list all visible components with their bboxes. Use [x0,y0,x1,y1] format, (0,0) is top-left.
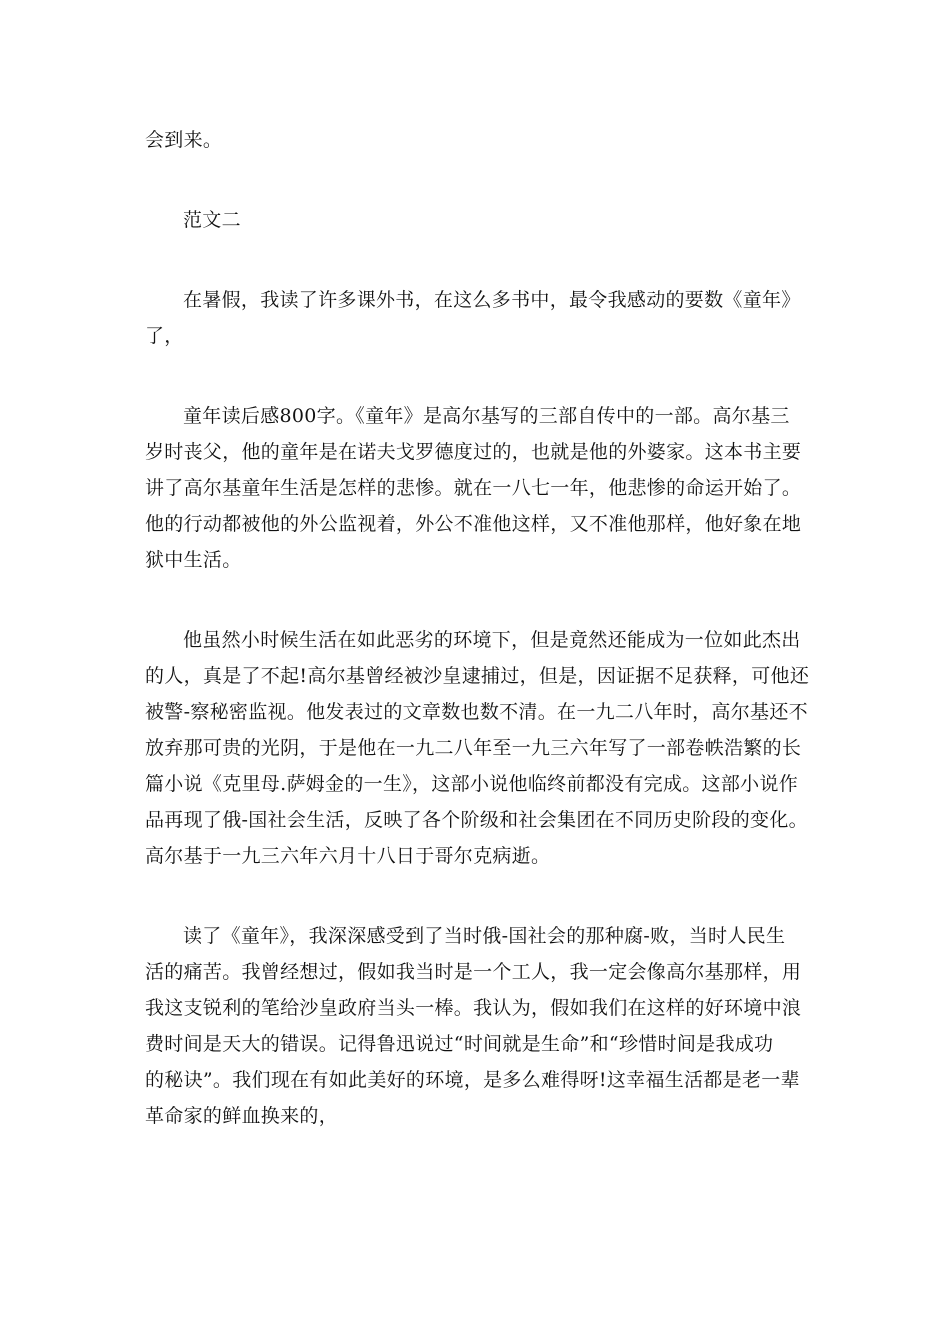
text-line: 的人，真是了不起!高尔基曾经被沙皇逮捕过，但是，因证据不足获释，可他还 [145,665,810,687]
document-body [145,122,810,1134]
text-line: 讲了高尔基童年生活是怎样的悲惨。就在一八七一年，他悲惨的命运开始了。 [145,477,802,499]
text-line: 品再现了俄-国社会生活，反映了各个阶级和社会集团在不同历史阶段的变化。 [145,809,808,831]
paragraph-biography [145,622,810,874]
text-line: 高尔基于一九三六年六月十八日于哥尔克病逝。 [145,845,551,867]
heading-line: 范文二 [183,209,241,231]
text-line: 会到来。 [145,129,223,151]
text-line: 他的行动都被他的外公监视着，外公不准他这样，又不准他那样，他好象在地 [145,513,802,535]
text-line: 岁时丧父，他的童年是在诺夫戈罗德度过的，也就是他的外婆家。这本书主要 [145,441,802,463]
text-line: 的秘诀”。我们现在有如此美好的环境，是多么难得呀!这幸福生活都是老一辈 [145,1069,800,1091]
text-line: 读了《童年》，我深深感受到了当时俄-国社会的那种腐-败，当时人民生 [183,925,786,947]
text-line: 童年读后感800字。《童年》是高尔基写的三部自传中的一部。高尔基三 [183,405,790,427]
text-line: 篇小说《克里母.萨姆金的一生》，这部小说他临终前都没有完成。这部小说作 [145,773,799,795]
text-line: 被警-察秘密监视。他发表过的文章数也数不清。在一九二八年时，高尔基还不 [145,701,808,723]
text-line: 革命家的鲜血换来的， [145,1105,339,1127]
paragraph-gap [145,158,805,202]
paragraph-gap [145,238,805,282]
paragraph-gap [145,354,805,398]
paragraph-reflection [145,918,805,1134]
text-line: 费时间是天大的错误。记得鲁迅说过“时间就是生命”和“珍惜时间是我成功 [145,1033,774,1055]
text-line: 活的痛苦。我曾经想过，假如我当时是一个工人，我一定会像高尔基那样，用 [145,961,802,983]
paragraph-summary [145,398,805,578]
text-line: 我这支锐利的笔给沙皇政府当头一棒。我认为，假如我们在这样的好环境中浪 [145,997,802,1019]
paragraph-gap [145,874,805,918]
text-line: 了， [145,325,184,347]
paragraph-ending [145,122,805,158]
section-heading [145,202,805,238]
text-line: 狱中生活。 [145,549,242,571]
text-line: 在暑假，我读了许多课外书，在这么多书中，最令我感动的要数《童年》 [183,289,801,311]
paragraph-intro [145,282,805,354]
paragraph-gap [145,578,805,622]
text-line: 他虽然小时候生活在如此恶劣的环境下，但是竟然还能成为一位如此杰出 [183,629,801,651]
text-line: 放弃那可贵的光阴，于是他在一九二八年至一九三六年写了一部卷帙浩繁的长 [145,737,802,759]
